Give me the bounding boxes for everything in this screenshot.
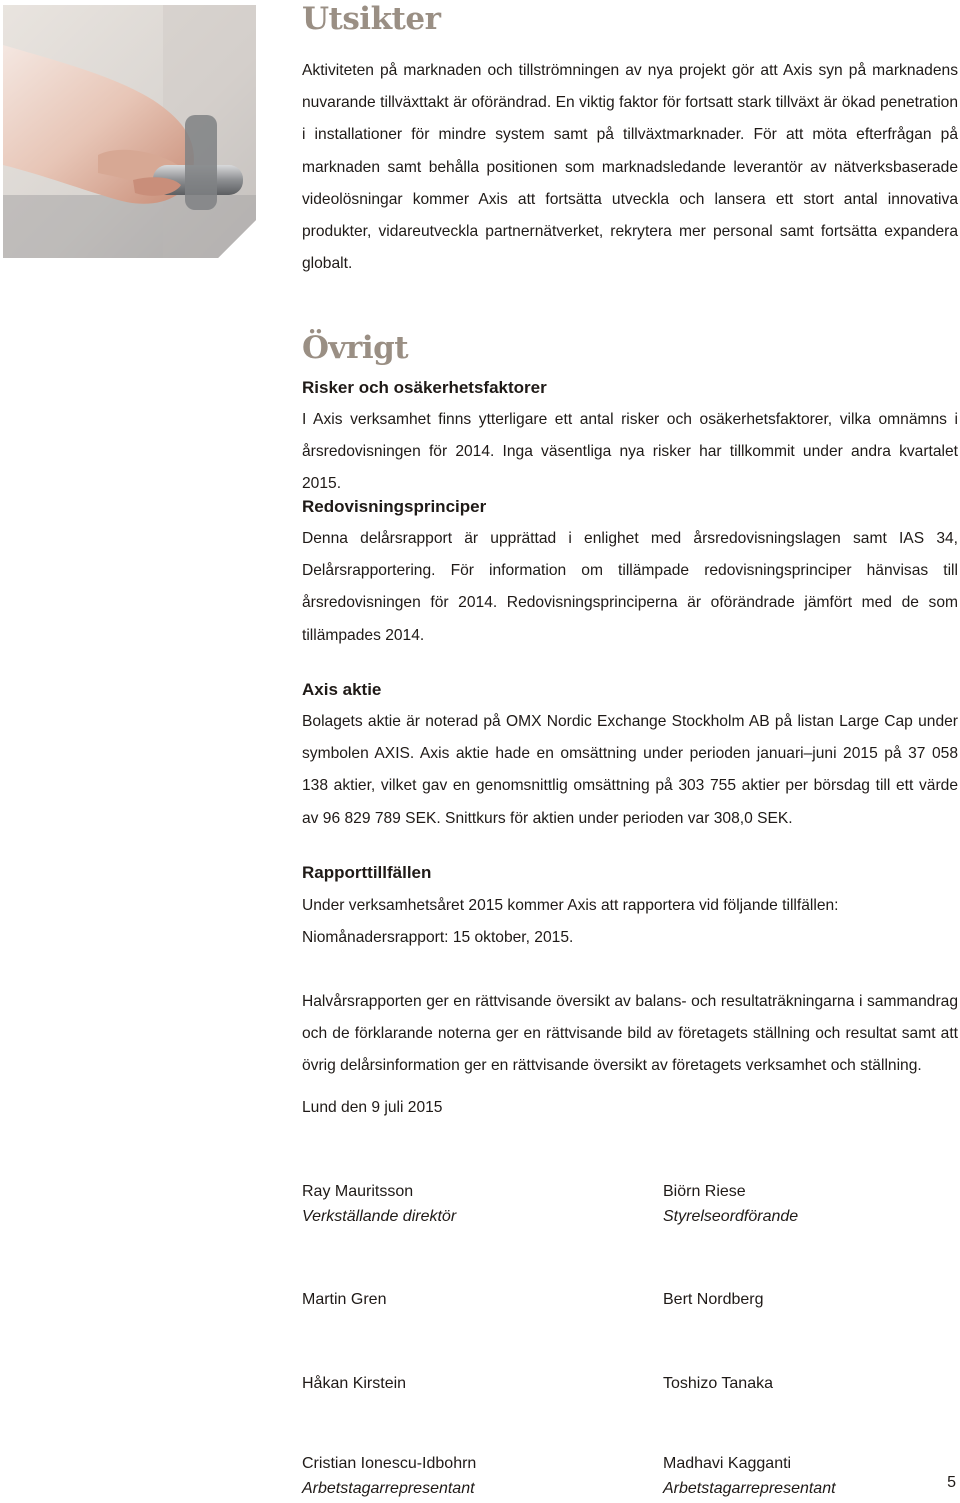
signature-name: Ray Mauritsson	[302, 1183, 414, 1200]
accounting-heading: Redovisningsprinciper	[302, 497, 487, 516]
share-body: Bolagets aktie är noterad på OMX Nordic Exchange Stockholm AB på listan Large Cap under symbolen AXIS. Axis aktie hade en omsättning under perioden januari–juni 2015 på 37 058 138 aktier, vilket gav en genomsnittlig omsättning på 303 755 aktier per börsdag till ett värde av 96 829 789 SEK. Snittkurs för aktien under perioden var 308,0 SEK.	[302, 713, 958, 827]
signature-name: Bert Nordberg	[663, 1291, 764, 1308]
signature-block	[302, 1287, 386, 1312]
hand-door-handle-photo	[3, 5, 256, 258]
page-number: 5	[947, 1474, 956, 1491]
statement-body: Halvårsrapporten ger en rättvisande översikt av balans- och resultaträkningarna i sammandrag och de förklarande noterna ger en rättvisande bild av företagets ställning och resultat samt att övrig delårsinformation ger en rättvisande översikt av företagets verksamhet och ställning.	[302, 993, 958, 1075]
place-date: Lund den 9 juli 2015	[302, 1099, 443, 1116]
signature-block	[663, 1287, 764, 1312]
signature-name: Håkan Kirstein	[302, 1375, 407, 1392]
signature-name: Toshizo Tanaka	[663, 1375, 773, 1392]
share-heading: Axis aktie	[302, 680, 382, 699]
signature-block	[302, 1451, 476, 1501]
accounting-body: Denna delårsrapport är upprättad i enlighet med årsredovisningslagen samt IAS 34, Delårsrapportering. För information om tillämpade redovisningsprinciper hänvisas till årsredovisningen för 2014. Redovisningsprinciperna är oförändrade jämfört med de som tillämpades 2014.	[302, 530, 958, 644]
reporting-line-2: Niomånadersrapport: 15 oktober, 2015.	[302, 929, 574, 946]
risks-heading: Risker och osäkerhetsfaktorer	[302, 378, 547, 397]
signature-role: Arbetstagarrepresentant	[663, 1480, 836, 1497]
signature-role: Arbetstagarrepresentant	[302, 1480, 475, 1497]
outlook-body: Aktiviteten på marknaden och tillströmningen av nya projekt gör att Axis syn på marknadens nuvarande tillväxttakt är oförändrad. En viktig faktor för fortsatt stark tillväxt är ökad penetration i installationer för mindre system samt på tillväxtmarknader. För att möta efterfrågan på marknaden samt behålla positionen som marknadsledande leverantör av nätverksbaserade videolösningar kommer Axis att fortsätta utveckla och lansera ett stort antal innovativa produkter, vidareutveckla partnernätverket, rekrytera mer personal samt fortsätta expandera globalt.	[302, 62, 958, 273]
signature-block	[663, 1451, 836, 1501]
signature-block	[302, 1179, 456, 1229]
signature-name: Biörn Riese	[663, 1183, 746, 1200]
signature-role: Styrelseordförande	[663, 1208, 799, 1225]
signature-role: Verkställande direktör	[302, 1208, 457, 1225]
signature-name: Madhavi Kagganti	[663, 1455, 792, 1472]
signature-block	[663, 1179, 798, 1229]
other-title: Övrigt	[302, 330, 409, 366]
reporting-line-1: Under verksamhetsåret 2015 kommer Axis att rapportera vid följande tillfällen:	[302, 897, 839, 914]
signature-name: Cristian Ionescu-Idbohrn	[302, 1455, 477, 1472]
signature-block	[302, 1371, 406, 1396]
reporting-heading: Rapporttillfällen	[302, 863, 432, 882]
risks-body: I Axis verksamhet finns ytterligare ett antal risker och osäkerhetsfaktorer, vilka omnämns i årsredovisningen för 2014. Inga väsentliga nya risker har tillkommit under andra kvartalet 2015.	[302, 411, 958, 493]
signature-name: Martin Gren	[302, 1291, 387, 1308]
outlook-title: Utsikter	[302, 1, 441, 37]
signature-block	[663, 1371, 773, 1396]
